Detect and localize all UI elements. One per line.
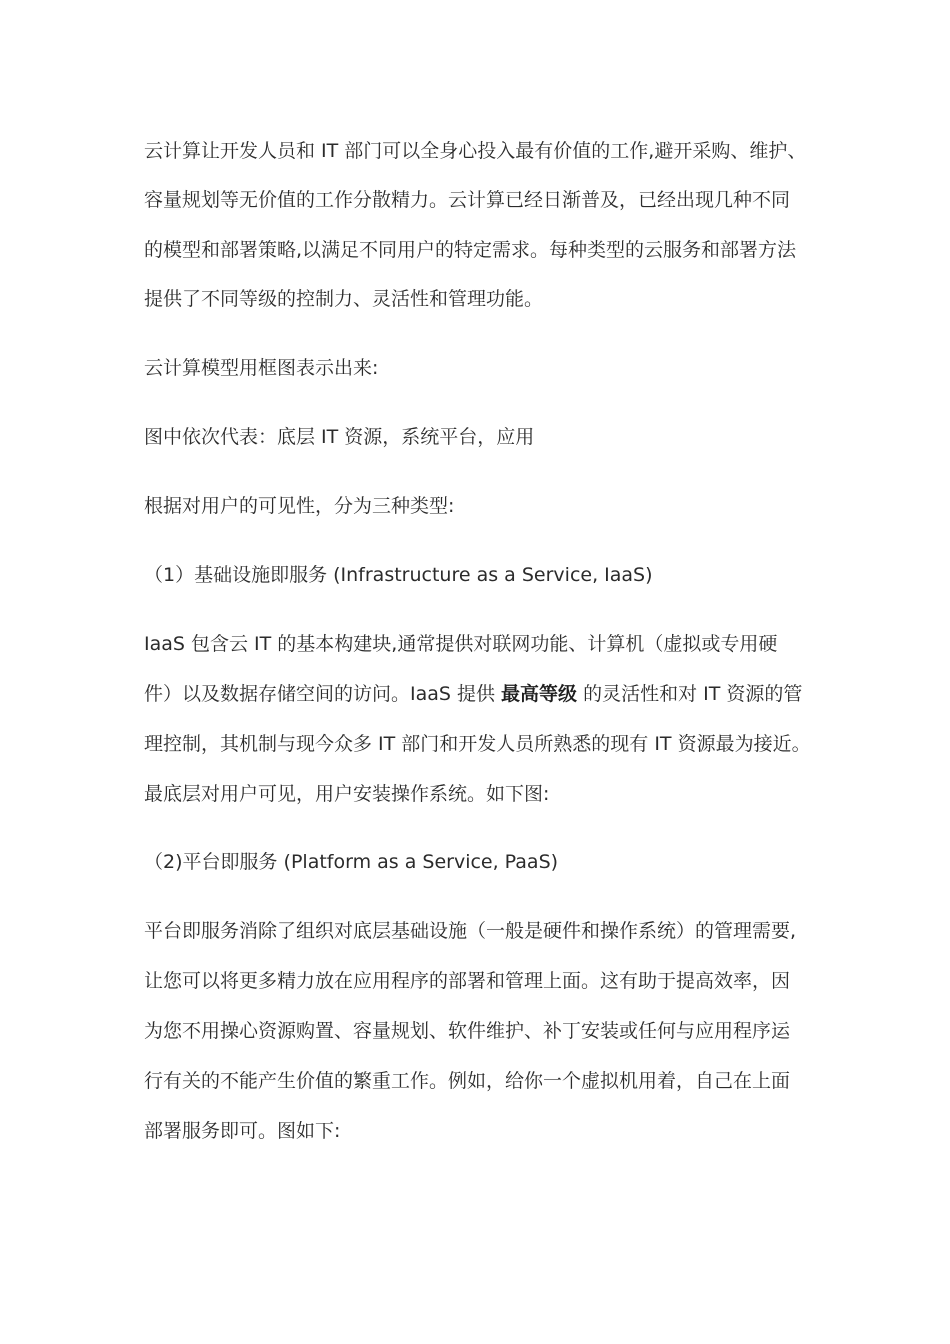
iaas-line-4: 最底层对用户可见，用户安装操作系统。如下图: bbox=[144, 783, 550, 805]
iaas-line-2-after: 的灵活性和对 IT 资源的管 bbox=[577, 683, 803, 705]
iaas-line-1: IaaS 包含云 IT 的基本构建块,通常提供对联网功能、计算机（虚拟或专用硬 bbox=[144, 633, 778, 655]
iaas-line-3: 理控制，其机制与现今众多 IT 部门和开发人员所熟悉的现有 IT 资源最为接近。 bbox=[144, 733, 811, 755]
paas-line-2: 让您可以将更多精力放在应用程序的部署和管理上面。这有助于提高效率，因 bbox=[144, 970, 791, 992]
paas-line-1: 平台即服务消除了组织对底层基础设施（一般是硬件和操作系统）的管理需要, bbox=[144, 920, 797, 942]
intro-line-1: 云计算让开发人员和 IT 部门可以全身心投入最有价值的工作,避开采购、维护、 bbox=[144, 140, 807, 162]
iaas-emphasis: 最高等级 bbox=[501, 683, 578, 705]
paas-line-5: 部署服务即可。图如下: bbox=[144, 1120, 341, 1142]
diagram-legend: 图中依次代表：底层 IT 资源，系统平台，应用 bbox=[144, 426, 535, 448]
intro-line-3: 的模型和部署策略,以满足不同用户的特定需求。每种类型的云服务和部署方法 bbox=[144, 239, 797, 261]
paas-heading: （2)平台即服务 (Platform as a Service, PaaS) bbox=[144, 851, 559, 873]
intro-line-4: 提供了不同等级的控制力、灵活性和管理功能。 bbox=[144, 288, 544, 310]
iaas-line-2 bbox=[144, 682, 824, 706]
paas-line-3: 为您不用操心资源购置、容量规划、软件维护、补丁安装或任何与应用程序运 bbox=[144, 1020, 791, 1042]
paas-line-4: 行有关的不能产生价值的繁重工作。例如，给你一个虚拟机用着，自己在上面 bbox=[144, 1070, 791, 1092]
iaas-heading: （1）基础设施即服务 (Infrastructure as a Service, IaaS) bbox=[144, 564, 653, 586]
visibility-intro: 根据对用户的可见性，分为三种类型: bbox=[144, 495, 455, 517]
iaas-line-2-before: 件）以及数据存储空间的访问。IaaS 提供 bbox=[144, 683, 502, 705]
model-intro: 云计算模型用框图表示出来: bbox=[144, 357, 379, 379]
intro-line-2: 容量规划等无价值的工作分散精力。云计算已经日渐普及，已经出现几种不同 bbox=[144, 189, 791, 211]
